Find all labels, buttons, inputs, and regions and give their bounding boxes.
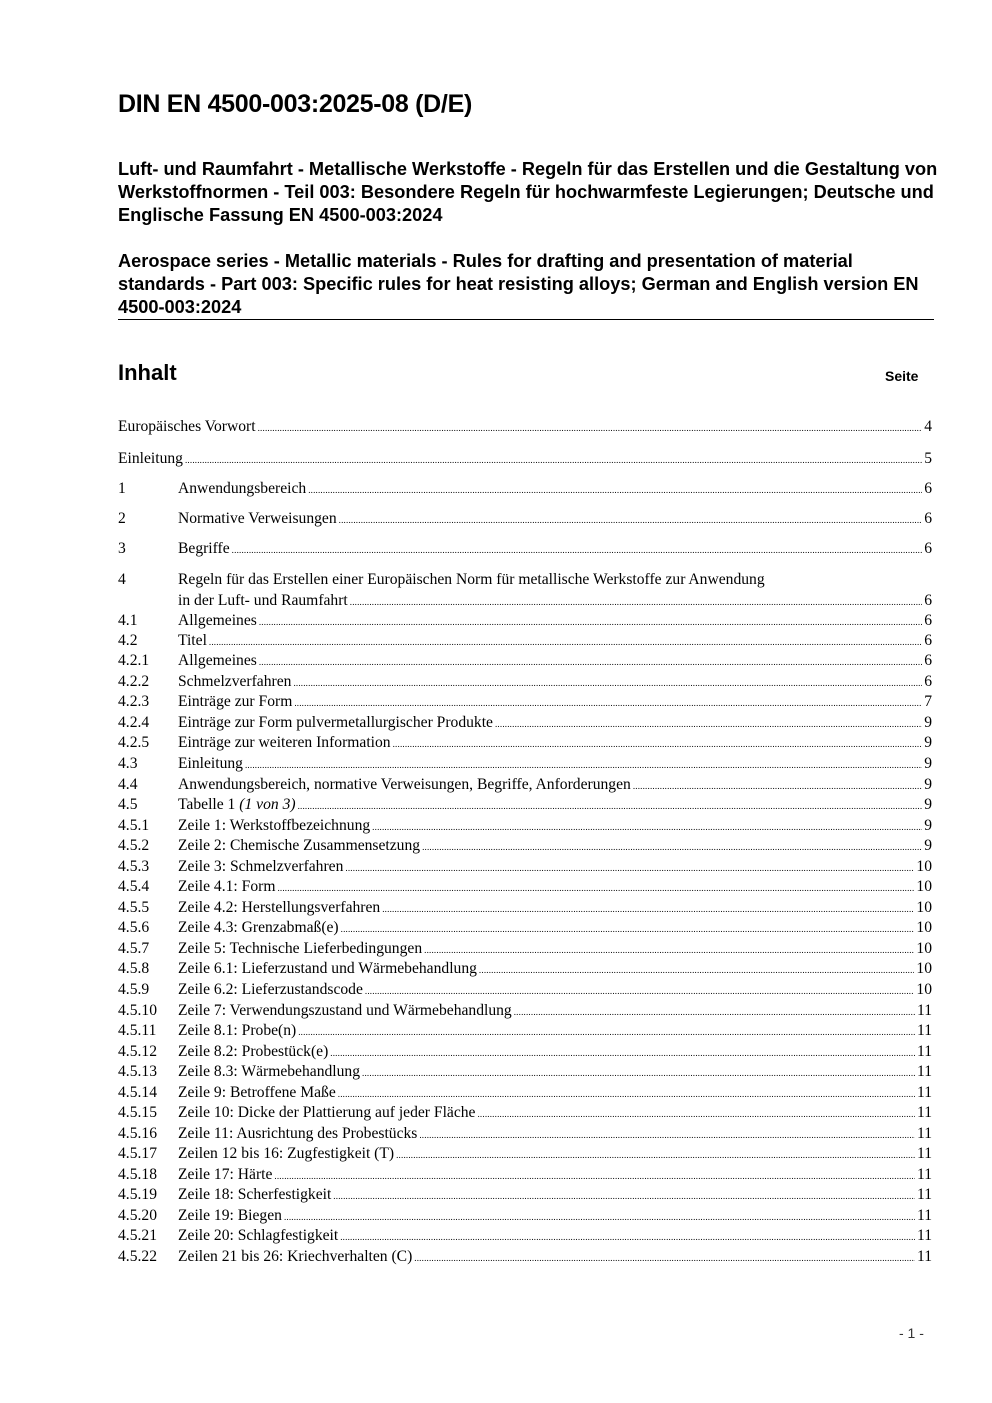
toc-entry-number: 4.3 (118, 755, 138, 772)
toc-entry-number: 4.5.18 (118, 1166, 157, 1183)
toc-entry-title: Zeilen 12 bis 16: Zugfestigkeit (T) (178, 1145, 395, 1162)
toc-entry-line (178, 816, 932, 838)
toc-entry-line (178, 1001, 932, 1023)
toc-entry-number: 4.5.16 (118, 1125, 157, 1142)
toc-entry-page: 9 (924, 776, 932, 793)
toc-entry-line (178, 672, 932, 694)
toc-entry-title: Begriffe (178, 540, 230, 557)
toc-entry-number: 4.4 (118, 776, 138, 793)
page-column-label: Seite (885, 368, 919, 384)
toc-entry-title: Zeile 2: Chemische Zusammensetzung (178, 837, 421, 854)
toc-entry-line (178, 754, 932, 776)
toc-leader-dots (633, 775, 922, 797)
toc-entry-title-wrap (178, 1083, 336, 1104)
toc-entry[interactable] (118, 651, 932, 672)
toc-entry[interactable] (118, 1062, 932, 1083)
toc-entry-title-wrap (178, 959, 477, 980)
toc-entry-number: 4.5.7 (118, 940, 150, 957)
title-divider (118, 319, 934, 320)
toc-leader-dots (259, 651, 922, 673)
toc-entry-line (178, 631, 932, 653)
toc-entry-title: Zeile 6.1: Lieferzustand und Wärmebehandlung (178, 960, 477, 977)
toc-entry-title: Zeile 9: Betroffene Maße (178, 1084, 336, 1101)
toc-entry-page: 6 (924, 652, 932, 669)
toc-entry[interactable] (118, 795, 932, 816)
toc-entry-page: 11 (916, 1248, 932, 1265)
toc-entry-number: 4.5.9 (118, 981, 150, 998)
toc-entry-title-wrap (178, 980, 363, 1001)
toc-leader-dots (338, 1083, 915, 1105)
toc-entry-title-wrap (178, 816, 370, 837)
document-subtitle-english: Aerospace series - Metallic materials - Rules for drafting and presentation of material standards - Part 003: Specific rules for heat resisting alloys; German and English version EN 4500-003:2024 (118, 251, 919, 317)
toc-entry-number: 4.5.8 (118, 960, 150, 977)
toc-entry[interactable] (118, 713, 932, 734)
toc-leader-dots (345, 857, 914, 879)
toc-entry-page: 11 (916, 1166, 932, 1183)
toc-entry-line (178, 959, 932, 981)
toc-entry-title-wrap (178, 775, 631, 796)
toc-leader-dots (298, 1021, 915, 1043)
toc-entry-page: 11 (916, 1043, 932, 1060)
toc-entry-title: Zeile 4.3: Grenzabmaß(e) (178, 919, 339, 936)
toc-entry-line (178, 918, 932, 940)
toc-entry-title-wrap (178, 898, 380, 919)
toc-entry-title: Einträge zur Form (178, 693, 293, 710)
toc-entry-page: 6 (924, 510, 932, 527)
toc-entry-title-wrap (178, 877, 275, 898)
toc-entry-number: 4.5.3 (118, 858, 150, 875)
toc-entry[interactable] (118, 877, 932, 898)
toc-entry-page: 4 (924, 418, 932, 435)
toc-entry-title-wrap (178, 631, 207, 652)
toc-entry[interactable] (118, 570, 932, 611)
toc-leader-dots (414, 1247, 915, 1269)
toc-entry-number: 4.5.1 (118, 817, 150, 834)
toc-entry-page: 10 (916, 899, 932, 916)
toc-entry-page: 11 (916, 1084, 932, 1101)
toc-entry-line (178, 611, 932, 633)
toc-leader-dots (333, 1185, 915, 1207)
toc-leader-dots (293, 672, 922, 694)
toc-entry-title-italic: (1 von 3) (239, 796, 296, 813)
toc-entry-title-wrap (178, 1226, 338, 1247)
toc-entry-title: Zeile 20: Schlagfestigkeit (178, 1227, 339, 1244)
toc-entry-title-wrap (178, 713, 493, 734)
toc-entry-page: 9 (924, 714, 932, 731)
toc-entry-number: 4.2.2 (118, 673, 150, 690)
toc-entry-title: Einleitung (118, 450, 183, 467)
toc-entry-line (178, 775, 932, 797)
toc-entry-number: 4.5.22 (118, 1248, 157, 1265)
toc-entry[interactable] (118, 836, 932, 857)
toc-entry-line (178, 1103, 932, 1125)
toc-entry-page: 6 (924, 632, 932, 649)
toc-entry-line (178, 1083, 932, 1105)
toc-entry[interactable] (118, 417, 932, 438)
toc-leader-dots (495, 713, 922, 735)
toc-entry-title-wrap (178, 479, 306, 500)
toc-leader-dots (350, 591, 922, 613)
toc-entry-number: 4.5.6 (118, 919, 150, 936)
toc-entry-page: 9 (924, 796, 932, 813)
toc-entry-page: 9 (924, 755, 932, 772)
toc-entry-line (178, 836, 932, 858)
toc-entry[interactable] (118, 509, 932, 530)
toc-entry-page: 11 (916, 1104, 932, 1121)
toc-entry[interactable] (118, 1226, 932, 1247)
toc-entry-number: 4.5.11 (118, 1022, 157, 1039)
toc-entry-title-wrap (178, 1144, 394, 1165)
toc-entry-title: Zeile 19: Biegen (178, 1207, 282, 1224)
toc-leader-dots (308, 479, 922, 501)
toc-leader-dots (330, 1042, 915, 1064)
toc-leader-dots (424, 939, 914, 961)
toc-entry-title: Anwendungsbereich, normative Verweisungen, Begriffe, Anforderungen (178, 776, 631, 793)
toc-entry-title: Zeile 18: Scherfestigkeit (178, 1186, 332, 1203)
toc-entry-line (178, 1226, 932, 1248)
toc-entry-title-wrap (178, 1103, 475, 1124)
toc-entry[interactable] (118, 898, 932, 919)
toc-entry-number: 4.5.17 (118, 1145, 157, 1162)
toc-entry-title-wrap (178, 672, 291, 693)
toc-entry-title-wrap (178, 1062, 360, 1083)
toc-entry-number: 4.2.1 (118, 652, 150, 669)
toc-entry-page: 11 (916, 1145, 932, 1162)
toc-leader-dots (514, 1001, 915, 1023)
toc-entry-title: Zeile 8.3: Wärmebehandlung (178, 1063, 361, 1080)
toc-entry-page: 11 (916, 1002, 932, 1019)
toc-leader-dots (341, 918, 915, 940)
toc-entry-number: 4.1 (118, 612, 138, 629)
toc-entry-title: Zeile 5: Technische Lieferbedingungen (178, 940, 423, 957)
toc-entry-page: 6 (924, 612, 932, 629)
toc-entry-page: 7 (924, 693, 932, 710)
toc-entry-page: 6 (924, 673, 932, 690)
toc-leader-dots (209, 631, 922, 653)
toc-entry-title: Allgemeines (178, 612, 257, 629)
toc-entry[interactable] (118, 1144, 932, 1165)
toc-entry-title-wrap (178, 754, 243, 775)
toc-entry-number: 2 (118, 510, 126, 527)
toc-entry-page: 10 (916, 981, 932, 998)
document-title: DIN EN 4500-003:2025-08 (D/E) (118, 90, 472, 118)
toc-entry[interactable] (118, 733, 932, 754)
toc-entry[interactable] (118, 1001, 932, 1022)
toc-entry-title-wrap (178, 939, 422, 960)
toc-entry-page: 6 (924, 540, 932, 557)
toc-entry-title: Allgemeines (178, 652, 257, 669)
toc-entry[interactable] (118, 449, 932, 470)
toc-leader-dots (419, 1124, 915, 1146)
toc-entry-line (178, 1206, 932, 1228)
toc-entry-page: 9 (924, 837, 932, 854)
toc-entry-page: 11 (916, 1227, 932, 1244)
toc-entry[interactable] (118, 692, 932, 713)
toc-entry[interactable] (118, 1083, 932, 1104)
toc-entry[interactable] (118, 1206, 932, 1227)
toc-entry-line (178, 795, 932, 817)
page-number: - 1 - (899, 1325, 924, 1341)
toc-entry-title-wrap (178, 1124, 417, 1145)
toc-entry-title-wrap (178, 692, 292, 713)
toc-entry[interactable] (118, 1021, 932, 1042)
toc-entry[interactable] (118, 1124, 932, 1145)
toc-entry[interactable] (118, 611, 932, 632)
toc-leader-dots (259, 611, 922, 633)
toc-entry-title: Zeile 3: Schmelzverfahren (178, 858, 344, 875)
toc-entry-page: 10 (916, 919, 932, 936)
toc-entry-number: 4.5.21 (118, 1227, 157, 1244)
toc-entry[interactable] (118, 1165, 932, 1186)
toc-leader-dots (232, 539, 923, 561)
toc-entry-page: 9 (924, 817, 932, 834)
toc-leader-dots (258, 417, 923, 439)
document-subtitle-german: Luft- und Raumfahrt - Metallische Werkstoffe - Regeln für das Erstellen und die Gestaltung von Werkstoffnormen - Teil 003: Besondere Regeln für hochwarmfeste Legierungen; Deutsche und Englische Fassung EN 4500-003:2024 (118, 159, 938, 225)
toc-entry[interactable] (118, 857, 932, 878)
toc-entry-title: Titel (178, 632, 207, 649)
toc-leader-dots (185, 449, 922, 471)
toc-entry-number: 4.2 (118, 632, 138, 649)
toc-entry-page: 10 (916, 960, 932, 977)
contents-heading: Inhalt (118, 360, 177, 385)
toc-entry-title: Zeilen 21 bis 26: Kriechverhalten (C) (178, 1248, 413, 1265)
toc-entry-line (178, 692, 932, 714)
toc-entry-number: 4.2.3 (118, 693, 150, 710)
toc-entry[interactable] (118, 631, 932, 652)
toc-leader-dots (382, 898, 914, 920)
toc-entry-line (118, 449, 932, 471)
toc-entry-title-wrap (178, 1247, 412, 1268)
toc-entry[interactable] (118, 672, 932, 693)
toc-leader-dots (284, 1206, 915, 1228)
toc-entry-title: Zeile 1: Werkstoffbezeichnung (178, 817, 371, 834)
toc-entry[interactable] (118, 980, 932, 1001)
toc-entry-page: 11 (916, 1207, 932, 1224)
toc-entry-title-wrap (178, 836, 420, 857)
toc-entry-line (178, 1042, 932, 1064)
toc-leader-dots (479, 959, 914, 981)
toc-entry[interactable] (118, 539, 932, 560)
toc-entry-title-wrap (178, 1021, 296, 1042)
toc-entry-title: Normative Verweisungen (178, 510, 337, 527)
toc-entry-page: 10 (916, 940, 932, 957)
toc-entry-number: 1 (118, 480, 126, 497)
toc-entry-number: 4 (118, 571, 126, 588)
toc-entry-page: 9 (924, 734, 932, 751)
toc-entry-line (178, 980, 932, 1002)
toc-entry-title-wrap (178, 1206, 282, 1227)
toc-entry[interactable] (118, 959, 932, 980)
toc-leader-dots (362, 1062, 915, 1084)
toc-entry-number: 3 (118, 540, 126, 557)
toc-entry-page: 10 (916, 858, 932, 875)
toc-leader-dots (340, 1226, 915, 1248)
toc-entry-title-wrap (178, 591, 348, 612)
toc-leader-dots (294, 692, 922, 714)
toc-entry-page: 11 (916, 1125, 932, 1142)
toc-entry-title: Einleitung (178, 755, 243, 772)
toc-entry[interactable] (118, 1185, 932, 1206)
toc-entry-page: 11 (916, 1022, 932, 1039)
toc-entry-page: 11 (916, 1186, 932, 1203)
toc-entry-title-wrap (178, 1042, 328, 1063)
toc-entry-line (178, 898, 932, 920)
toc-entry-line (178, 1021, 932, 1043)
toc-leader-dots (393, 733, 923, 755)
toc-leader-dots (245, 754, 922, 776)
toc-entry-number: 4.2.5 (118, 734, 150, 751)
toc-entry-title: Zeile 4.2: Herstellungsverfahren (178, 899, 381, 916)
toc-entry-line (178, 1062, 932, 1084)
toc-entry-number: 4.5.4 (118, 878, 150, 895)
toc-entry-title: Schmelzverfahren (178, 673, 292, 690)
toc-entry-line (178, 877, 932, 899)
toc-entry-title-wrap (178, 539, 230, 560)
toc-entry-page: 6 (924, 591, 932, 609)
toc-entry-number: 4.5.19 (118, 1186, 157, 1203)
toc-entry-line (178, 1247, 932, 1269)
toc-leader-dots (422, 836, 922, 858)
toc-entry-title: in der Luft- und Raumfahrt (178, 591, 348, 609)
toc-entry-line (178, 857, 932, 879)
toc-entry[interactable] (118, 918, 932, 939)
toc-entry-title: Zeile 4.1: Form (178, 878, 276, 895)
toc-entry-title-wrap (118, 449, 183, 470)
toc-leader-dots (365, 980, 915, 1002)
toc-entry[interactable] (118, 479, 932, 500)
toc-entry-title-wrap (178, 651, 257, 672)
toc-entry-title: Zeile 8.1: Probe(n) (178, 1022, 297, 1039)
toc-entry-title: Zeile 17: Härte (178, 1166, 273, 1183)
toc-entry-line (178, 509, 932, 531)
toc-entry-title: Zeile 7: Verwendungszustand und Wärmebehandlung (178, 1002, 512, 1019)
toc-entry[interactable] (118, 1103, 932, 1124)
toc-entry-line (178, 1185, 932, 1207)
toc-entry-line (178, 479, 932, 501)
toc-leader-dots (298, 795, 923, 817)
toc-entry[interactable] (118, 775, 932, 796)
toc-entry[interactable] (118, 1247, 932, 1268)
toc-entry-line (178, 1124, 932, 1146)
toc-entry-number: 4.5.12 (118, 1043, 157, 1060)
toc-entry-line (178, 651, 932, 673)
toc-entry-title: Einträge zur Form pulvermetallurgischer Produkte (178, 714, 493, 731)
toc-entry[interactable] (118, 754, 932, 775)
toc-entry[interactable] (118, 939, 932, 960)
toc-leader-dots (372, 816, 922, 838)
toc-entry[interactable] (118, 816, 932, 837)
toc-entry-title-wrap (178, 611, 257, 632)
toc-entry-title-wrap (178, 1165, 272, 1186)
toc-entry-title: Anwendungsbereich (178, 480, 307, 497)
toc-entry-title: Zeile 8.2: Probestück(e) (178, 1043, 329, 1060)
toc-entry-page: 10 (916, 878, 932, 895)
toc-entry-line (118, 417, 932, 439)
toc-entry-line (178, 713, 932, 735)
toc-entry-line (178, 939, 932, 961)
toc-leader-dots (277, 877, 914, 899)
toc-entry-number: 4.2.4 (118, 714, 150, 731)
toc-leader-dots (396, 1144, 915, 1166)
toc-entry-line (178, 539, 932, 561)
toc-entry-number: 4.5.5 (118, 899, 150, 916)
toc-entry-title-wrap (178, 1185, 331, 1206)
toc-entry-number: 4.5.14 (118, 1084, 157, 1101)
toc-leader-dots (274, 1165, 915, 1187)
toc-entry[interactable] (118, 1042, 932, 1063)
toc-entry-number: 4.5.15 (118, 1104, 157, 1121)
toc-entry-title-line1: Regeln für das Erstellen einer Europäischen Norm für metallische Werkstoffe zur Anwendung (178, 571, 765, 588)
toc-entry-page: 5 (924, 450, 932, 467)
toc-entry-page: 11 (916, 1063, 932, 1080)
toc-entry-title-wrap (178, 918, 339, 939)
toc-leader-dots (477, 1103, 915, 1125)
toc-leader-dots (339, 509, 923, 531)
toc-entry-line (178, 1165, 932, 1187)
toc-entry-line (178, 733, 932, 755)
toc-entry-number: 4.5 (118, 796, 138, 813)
toc-entry-title: Zeile 10: Dicke der Plattierung auf jeder Fläche (178, 1104, 476, 1121)
toc-entry-title: Einträge zur weiteren Information (178, 734, 391, 751)
toc-entry-line (178, 1144, 932, 1166)
toc-entry-number: 4.5.20 (118, 1207, 157, 1224)
toc-entry-title-wrap (118, 417, 256, 438)
toc-entry-title: Europäisches Vorwort (118, 418, 256, 435)
toc-entry-title-wrap (178, 795, 296, 816)
toc-entry-line (178, 591, 932, 613)
toc-entry-title-wrap (178, 1001, 512, 1022)
toc-entry-title-wrap (178, 509, 337, 530)
toc-entry-number: 4.5.2 (118, 837, 150, 854)
toc-entry-number: 4.5.10 (118, 1002, 157, 1019)
toc-entry-title-wrap (178, 733, 391, 754)
toc-entry-title-wrap (178, 857, 343, 878)
toc-entry-page: 6 (924, 480, 932, 497)
toc-entry-title: Zeile 11: Ausrichtung des Probestücks (178, 1125, 418, 1142)
toc-entry-title: Tabelle 1 (178, 796, 236, 813)
toc-entry-title: Zeile 6.2: Lieferzustandscode (178, 981, 363, 998)
toc-entry-number: 4.5.13 (118, 1063, 157, 1080)
